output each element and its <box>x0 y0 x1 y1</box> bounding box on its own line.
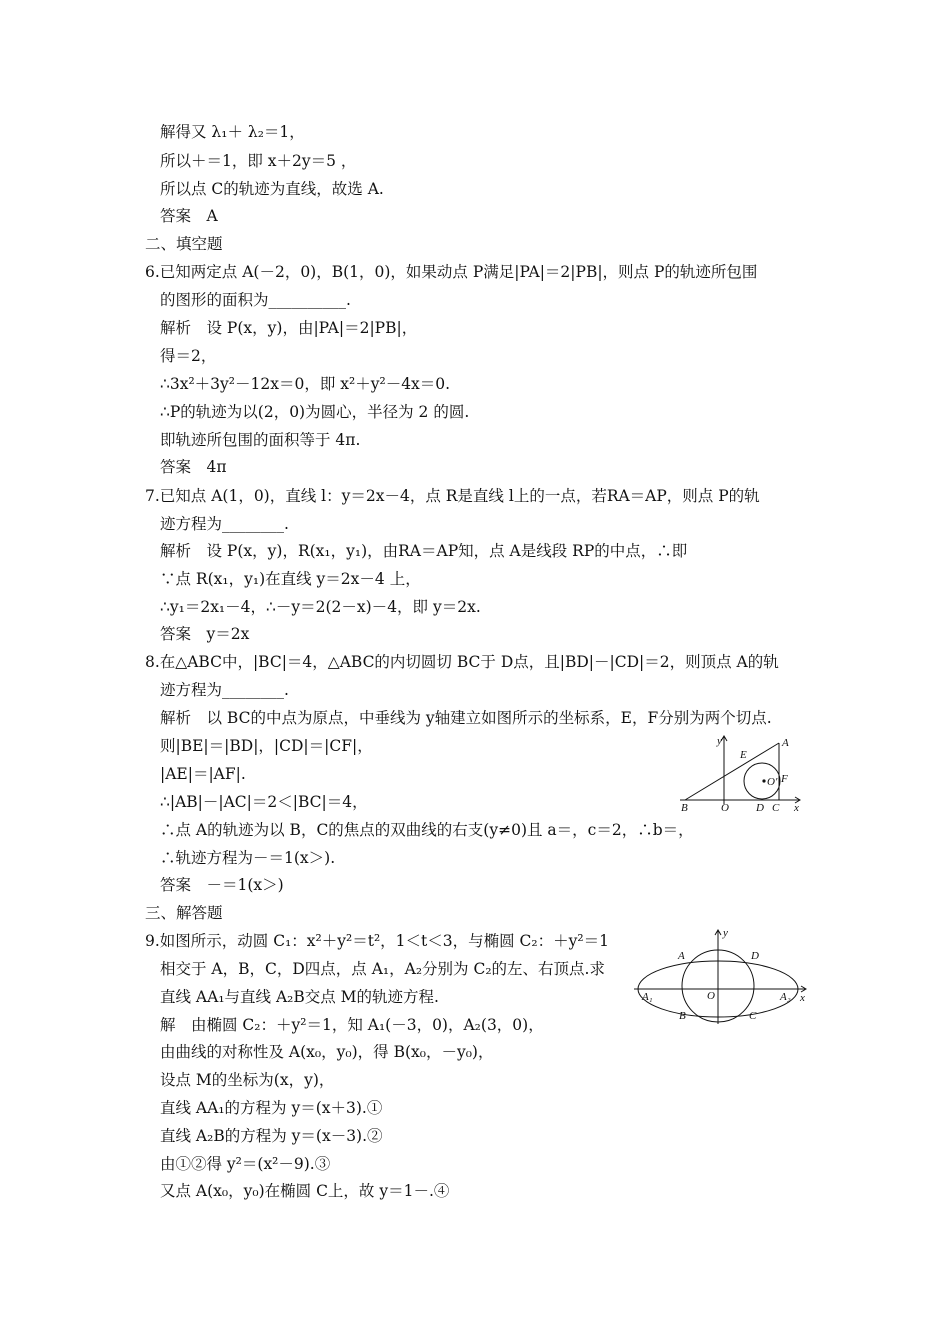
label-O: O <box>721 802 729 812</box>
label-x: x <box>800 992 805 1004</box>
label-B: B <box>681 802 688 812</box>
label-C: C <box>749 1010 757 1022</box>
text-line: 即轨迹所包围的面积等于 4π. <box>160 431 361 449</box>
label-O: O <box>707 990 715 1002</box>
text-line: 得＝2， <box>160 347 217 365</box>
label-A: A <box>782 737 789 749</box>
text-line: 答案 －＝1(x＞) <box>160 876 284 894</box>
question-9: 9.如图所示，动圆 C₁：x²＋y²＝t²，1＜t＜3，与椭圆 C₂：＋y²＝1 <box>145 932 609 950</box>
label-y: y <box>723 927 728 939</box>
text-line: ∴P的轨迹为以(2，0)为圆心，半径为 2 的圆. <box>160 403 470 421</box>
question-6: 6.已知两定点 A(－2，0)，B(1，0)，如果动点 P满足|PA|＝2|PB|，则点 P的轨迹所包围 <box>145 263 758 281</box>
text-line: 迹方程为________. <box>160 681 289 699</box>
section-heading: 二、填空题 <box>145 235 223 253</box>
text-line: 解析 设 P(x，y)，R(x₁，y₁)，由RA＝AP知，点 A是线段 RP的中点，∴即 <box>160 542 688 560</box>
label-y: y <box>717 735 722 747</box>
text-line: 由①②得 y²＝(x²－9).③ <box>160 1155 331 1173</box>
text-line: 答案 y＝2x <box>160 625 250 643</box>
triangle-incircle-figure <box>676 730 806 812</box>
label-F: F <box>781 773 788 785</box>
text-line: 直线 AA₁与直线 A₂B交点 M的轨迹方程. <box>160 988 439 1006</box>
label-D: D <box>756 802 764 812</box>
text-line: 所以＋＝1，即 x＋2y＝5 ， <box>160 152 357 170</box>
text-line: ∵点 R(x₁，y₁)在直线 y＝2x－4 上， <box>160 570 421 588</box>
text-line: ∴y₁＝2x₁－4，∴－y＝2(2－x)－4，即 y＝2x. <box>160 598 481 616</box>
label-O-prime: O′ <box>767 776 778 788</box>
text-line: 的图形的面积为__________. <box>160 291 351 309</box>
text-line: 设点 M的坐标为(x，y)， <box>160 1071 335 1089</box>
text-line: 答案 A <box>160 207 218 225</box>
text-line: 所以点 C的轨迹为直线，故选 A. <box>160 180 384 198</box>
text-line: ∴3x²＋3y²－12x＝0，即 x²＋y²－4x＝0. <box>160 375 451 393</box>
text-line: 解析 以 BC的中点为原点，中垂线为 y轴建立如图所示的坐标系，E，F分别为两个切点. <box>160 709 772 727</box>
text-line: 由曲线的对称性及 A(x₀，y₀)，得 B(x₀，－y₀)， <box>160 1043 494 1061</box>
text-line: 答案 4π <box>160 458 227 476</box>
circle-ellipse-figure <box>632 926 812 1026</box>
text-line: 则|BE|＝|BD|，|CD|＝|CF|， <box>160 737 373 755</box>
text-line: |AE|＝|AF|. <box>160 765 246 783</box>
label-A2: A₂ <box>780 991 791 1003</box>
text-line: 解得又 λ₁＋ λ₂＝1， <box>160 123 305 141</box>
text-line: 相交于 A，B，C，D四点，点 A₁，A₂分别为 C₂的左、右顶点.求 <box>160 960 605 978</box>
text-line: 直线 A₂B的方程为 y＝(x－3).② <box>160 1127 383 1145</box>
label-D: D <box>751 950 759 962</box>
label-A1: A₁ <box>642 991 653 1003</box>
section-heading: 三、解答题 <box>145 904 223 922</box>
label-B: B <box>679 1010 686 1022</box>
text-line: 解 由椭圆 C₂：＋y²＝1，知 A₁(－3，0)，A₂(3，0)， <box>160 1016 544 1034</box>
text-line: 迹方程为________. <box>160 515 289 533</box>
label-A: A <box>678 950 685 962</box>
question-8: 8.在△ABC中，|BC|＝4，△ABC的内切圆切 BC于 D点，且|BD|－|CD|＝2，则顶点 A的轨 <box>145 653 779 671</box>
text-line: 直线 AA₁的方程为 y＝(x＋3).① <box>160 1099 383 1117</box>
label-x: x <box>794 802 799 812</box>
text-line: 解析 设 P(x，y)，由|PA|＝2|PB|， <box>160 319 418 337</box>
question-7: 7.已知点 A(1，0)，直线 l：y＝2x－4，点 R是直线 l上的一点，若RA＝AP，则点 P的轨 <box>145 487 760 505</box>
text-line: ∴轨迹方程为－＝1(x＞). <box>160 849 336 867</box>
text-line: ∴点 A的轨迹为以 B，C的焦点的双曲线的右支(y≠0)且 a＝，c＝2，∴b＝， <box>160 821 694 839</box>
text-line: ∴|AB|－|AC|＝2＜|BC|＝4， <box>160 793 368 811</box>
text-line: 又点 A(x₀，y₀)在椭圆 C上，故 y＝1－.④ <box>160 1182 450 1200</box>
label-C: C <box>772 802 780 812</box>
label-E: E <box>740 749 747 761</box>
